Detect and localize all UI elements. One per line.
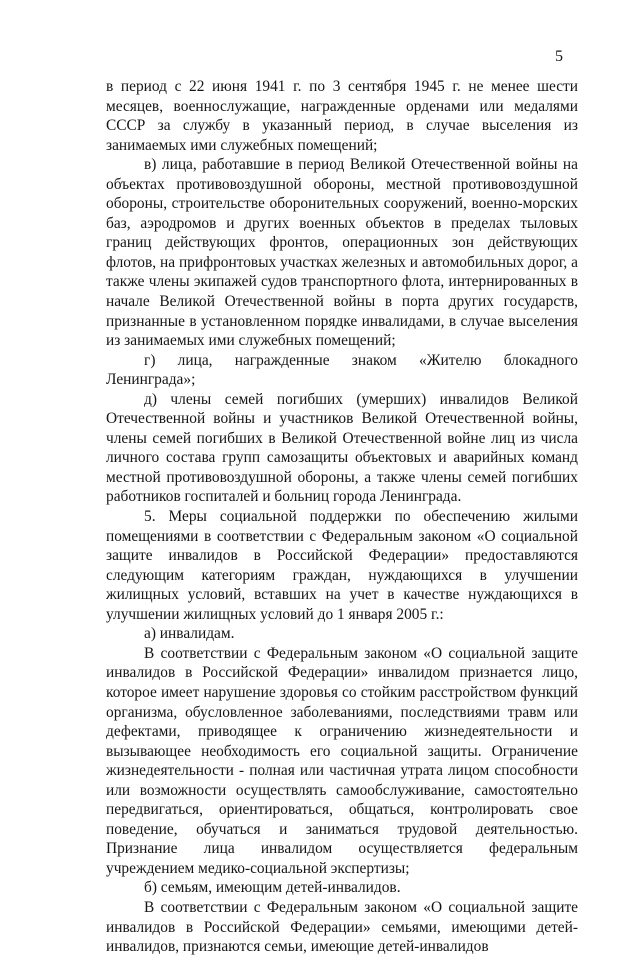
paragraph-families-definition: В соответствии с Федеральным законом «О социальной защите инвалидов в Российской Федерации» семьями, имеющими детей-инвалидов, признаются семьи, имеющие детей-инвалидов bbox=[106, 898, 578, 956]
paragraph-continuation: в период с 22 июня 1941 г. по 3 сентября 1945 г. не менее шести месяцев, военнослужащие, награжденные орденами или медалями СССР за службу в указанный период, в случае выселения из занимаемых ими служебных помещений; bbox=[106, 78, 578, 154]
paragraph-item-g: г) лица, награжденные знаком «Жителю блокадного Ленинграда»; bbox=[106, 351, 578, 389]
page-number: 5 bbox=[555, 48, 563, 65]
paragraph-item-a: а) инвалидам. bbox=[144, 625, 235, 643]
paragraph-clause-5: 5. Меры социальной поддержки по обеспечению жилыми помещениями в соответствии с Федеральным законом «О социальной защите инвалидов в Российской Федерации» предоставляются следующим категориям граждан, нуждающихся в улучшении жилищных условий, вставших на учет в качестве нуждающихся в улучшении жилищных условий до 1 января 2005 г.: bbox=[106, 508, 578, 623]
paragraph-disability-definition: В соответствии с Федеральным законом «О социальной защите инвалидов в Российской Федерации» инвалидом признается лицо, которое имеет нарушение здоровья со стойким расстройством функций организма, обусловленное заболеваниями, последствиями травм или дефектами, приводящее к ограничению жизнедеятельности и вызывающее необходимость его социальной защиты. Ограничение жизнедеятельности - полная или частичная утрата лицом способности или возможности осуществлять самообслуживание, самостоятельно передвигаться, ориентироваться, общаться, контролировать свое поведение, обучаться и заниматься трудовой деятельностью. Признание лица инвалидом осуществляется федеральным учреждением медико-социальной экспертизы; bbox=[106, 644, 578, 877]
paragraph-item-d: д) члены семей погибших (умерших) инвалидов Великой Отечественной войны и участников Великой Отечественной войны, члены семей погибших в Великой Отечественной войне лиц из числа личного состава групп самозащиты объектовых и аварийных команд местной противовоздушной обороны, а также члены семей погибших работников госпиталей и больниц города Ленинграда. bbox=[106, 390, 578, 506]
document-body bbox=[106, 77, 578, 957]
paragraph-item-v: в) лица, работавшие в период Великой Отечественной войны на объектах противовоздушной обороны, местной противовоздушной обороны, строительстве оборонительных сооружений, военно-морских баз, аэродромов и других военных объектов в пределах тыловых границ действующих фронтов, операционных зон действующих флотов, на прифронтовых участках железных и автомобильных дорог, а также члены экипажей судов транспортного флота, интернированных в начале Великой Отечественной войны в порта других государств, признанные в установленном порядке инвалидами, в случае выселения из занимаемых ими служебных помещений; bbox=[106, 156, 578, 350]
paragraph-item-b: б) семьям, имеющим детей-инвалидов. bbox=[144, 879, 401, 897]
